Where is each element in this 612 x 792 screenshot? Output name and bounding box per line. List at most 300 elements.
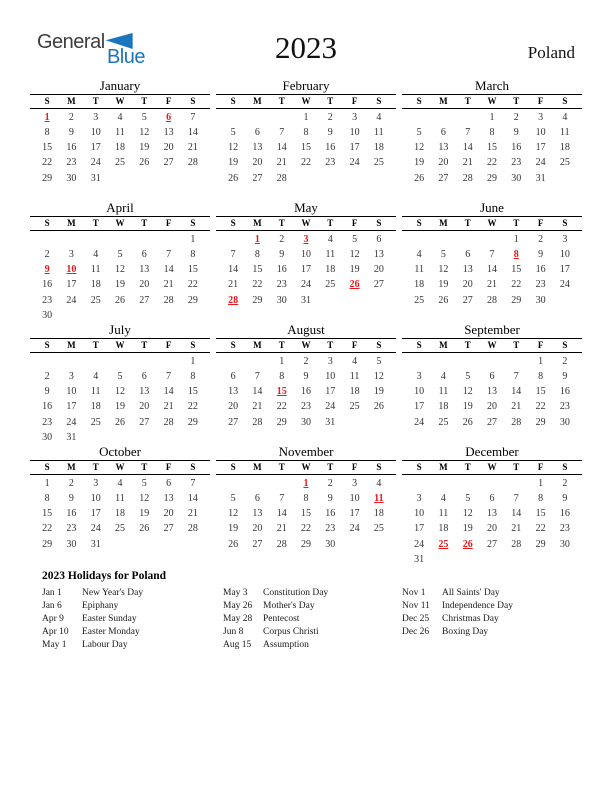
day-cell: 30 (511, 172, 522, 184)
weekday-label: M (253, 218, 262, 229)
day-cell: 27 (373, 279, 384, 291)
weekday-header-row (30, 338, 210, 353)
weekday-label: T (92, 462, 99, 473)
day-cell: 2 (68, 477, 74, 489)
day-cell: 13 (438, 142, 449, 154)
day-cell: 2 (44, 370, 50, 382)
weekday-header-row (30, 94, 210, 109)
weekday-label: T (327, 340, 334, 351)
weekday-label: T (464, 462, 471, 473)
holiday-date: Jan 6 (42, 601, 62, 611)
empty-cell (156, 232, 180, 247)
day-cell: 12 (349, 248, 360, 260)
day-cell: 9 (279, 248, 285, 260)
empty-cell (456, 476, 480, 491)
day-cell: 28 (163, 294, 174, 306)
weekday-label: S (230, 218, 236, 229)
empty-cell (407, 476, 431, 491)
holiday-name: Epiphany (82, 601, 119, 611)
weekday-label: M (439, 462, 448, 473)
day-cell: 5 (141, 477, 147, 489)
day-cell: 23 (535, 279, 546, 291)
day-cell: 2 (327, 111, 333, 123)
weekday-label: M (253, 340, 262, 351)
day-cell: 27 (228, 416, 239, 428)
holiday-name: Constitution Day (263, 588, 329, 598)
day-cell: 6 (141, 370, 147, 382)
month-title: June (480, 200, 504, 215)
day-cell: 17 (66, 401, 77, 413)
weekday-label: T (327, 462, 334, 473)
empty-cell (431, 110, 455, 125)
weekday-label: S (44, 462, 50, 473)
day-cell: 15 (187, 386, 198, 398)
day-cell: 23 (300, 401, 311, 413)
weekday-label: T (278, 462, 285, 473)
day-cell: 31 (414, 553, 425, 565)
day-cell: 24 (90, 157, 101, 169)
day-cell-holiday: 1 (254, 233, 260, 245)
day-cell: 17 (325, 386, 336, 398)
empty-cell (35, 232, 59, 247)
day-cell: 19 (373, 386, 384, 398)
day-cell: 20 (486, 523, 497, 535)
day-cell: 17 (90, 508, 101, 520)
weekday-label: W (115, 340, 125, 351)
weekday-label: T (513, 96, 520, 107)
month-title: December (465, 444, 519, 459)
day-cell: 23 (66, 523, 77, 535)
day-cell: 7 (513, 492, 519, 504)
empty-cell (132, 354, 156, 369)
day-cell: 23 (66, 157, 77, 169)
dates-grid (30, 110, 210, 186)
day-cell: 16 (325, 142, 336, 154)
holiday-entry (42, 587, 223, 600)
day-cell: 21 (486, 279, 497, 291)
holiday-name: Easter Monday (82, 627, 140, 637)
month-september (402, 322, 582, 444)
day-cell: 9 (303, 370, 309, 382)
day-cell: 10 (535, 126, 546, 138)
day-cell: 25 (414, 294, 425, 306)
day-cell: 6 (141, 248, 147, 260)
day-cell: 10 (90, 492, 101, 504)
holiday-entry (402, 587, 513, 600)
holiday-entry (42, 626, 223, 639)
weekday-label: F (165, 96, 172, 107)
day-cell: 2 (327, 477, 333, 489)
weekday-label: S (190, 218, 196, 229)
day-cell: 5 (416, 126, 422, 138)
day-cell: 4 (117, 477, 123, 489)
day-cell: 24 (414, 538, 425, 550)
day-cell: 26 (414, 172, 425, 184)
day-cell: 5 (117, 370, 123, 382)
weekday-label: T (92, 96, 99, 107)
weekday-label: W (115, 96, 125, 107)
day-cell: 9 (562, 370, 568, 382)
month-title: September (464, 322, 520, 337)
day-cell: 10 (300, 248, 311, 260)
day-cell: 4 (416, 248, 422, 260)
day-cell: 19 (228, 523, 239, 535)
day-cell: 20 (252, 157, 263, 169)
day-cell: 3 (562, 233, 568, 245)
day-cell: 6 (465, 248, 471, 260)
month-january (30, 78, 210, 200)
day-cell: 21 (252, 401, 263, 413)
day-cell: 24 (90, 523, 101, 535)
day-cell: 17 (349, 142, 360, 154)
day-cell: 20 (486, 401, 497, 413)
day-cell: 23 (325, 157, 336, 169)
day-cell: 13 (228, 386, 239, 398)
day-cell: 5 (465, 492, 471, 504)
day-cell: 23 (42, 294, 53, 306)
empty-cell (270, 476, 294, 491)
day-cell: 14 (462, 142, 473, 154)
holidays-column (42, 587, 223, 652)
day-cell: 26 (228, 538, 239, 550)
empty-cell (504, 354, 528, 369)
day-cell: 13 (486, 386, 497, 398)
year-title: 2023 (275, 30, 337, 65)
empty-cell (270, 110, 294, 125)
day-cell: 28 (511, 538, 522, 550)
day-cell: 12 (373, 370, 384, 382)
weekday-label: M (439, 340, 448, 351)
day-cell: 20 (163, 142, 174, 154)
holiday-name: Easter Sunday (82, 614, 137, 624)
day-cell: 10 (90, 126, 101, 138)
empty-cell (221, 354, 245, 369)
empty-cell (456, 232, 480, 247)
day-cell: 27 (438, 172, 449, 184)
day-cell: 25 (90, 416, 101, 428)
day-cell: 20 (163, 508, 174, 520)
day-cell: 10 (349, 492, 360, 504)
day-cell: 20 (462, 279, 473, 291)
day-cell: 5 (141, 111, 147, 123)
day-cell: 14 (163, 264, 174, 276)
weekday-label: M (67, 96, 76, 107)
day-cell: 20 (139, 279, 150, 291)
day-cell: 25 (325, 279, 336, 291)
day-cell: 17 (559, 264, 570, 276)
day-cell: 31 (325, 416, 336, 428)
day-cell: 8 (303, 492, 309, 504)
holiday-date: Dec 25 (402, 614, 430, 624)
holiday-entry (223, 639, 402, 652)
day-cell: 4 (327, 233, 333, 245)
weekday-label: W (115, 462, 125, 473)
holidays-column (223, 587, 402, 652)
weekday-label: T (92, 218, 99, 229)
day-cell-holiday: 9 (44, 264, 50, 276)
day-cell: 6 (230, 370, 236, 382)
weekday-label: S (190, 462, 196, 473)
day-cell: 3 (538, 111, 544, 123)
month-october (30, 444, 210, 566)
empty-cell (132, 232, 156, 247)
day-cell: 13 (139, 386, 150, 398)
weekday-label: S (416, 462, 422, 473)
day-cell: 6 (254, 126, 260, 138)
day-cell: 26 (438, 294, 449, 306)
dates-grid (30, 476, 210, 552)
weekday-label: F (537, 462, 544, 473)
day-cell: 19 (139, 142, 150, 154)
weekday-label: T (327, 218, 334, 229)
day-cell: 16 (66, 508, 77, 520)
day-cell: 16 (559, 386, 570, 398)
holiday-entry (402, 613, 513, 626)
weekday-label: W (301, 462, 311, 473)
day-cell: 26 (114, 294, 125, 306)
day-cell: 16 (325, 508, 336, 520)
empty-cell (245, 354, 269, 369)
day-cell: 26 (139, 157, 150, 169)
day-cell: 9 (327, 126, 333, 138)
day-cell: 13 (252, 142, 263, 154)
day-cell: 19 (414, 157, 425, 169)
weekday-label: F (537, 340, 544, 351)
weekday-label: M (439, 96, 448, 107)
day-cell: 25 (114, 523, 125, 535)
weekday-label: W (487, 462, 497, 473)
holidays-list (42, 587, 582, 652)
day-cell: 25 (90, 294, 101, 306)
day-cell: 11 (90, 264, 101, 276)
day-cell: 30 (66, 172, 77, 184)
holiday-entry (42, 613, 223, 626)
day-cell: 8 (538, 370, 544, 382)
holiday-date: Nov 11 (402, 601, 430, 611)
dates-grid (216, 354, 396, 430)
day-cell: 7 (166, 248, 172, 260)
day-cell: 7 (190, 477, 196, 489)
empty-cell (59, 232, 83, 247)
day-cell: 22 (511, 279, 522, 291)
weekday-label: S (230, 462, 236, 473)
day-cell: 29 (486, 172, 497, 184)
day-cell: 13 (252, 508, 263, 520)
holiday-name: Labour Day (82, 640, 128, 650)
month-title: May (294, 200, 318, 215)
month-february (216, 78, 396, 200)
weekday-header-row (216, 94, 396, 109)
weekday-label: S (562, 462, 568, 473)
day-cell: 14 (187, 492, 198, 504)
day-cell: 30 (535, 294, 546, 306)
day-cell: 17 (349, 508, 360, 520)
day-cell: 11 (438, 386, 449, 398)
day-cell: 27 (486, 538, 497, 550)
weekday-label: T (278, 218, 285, 229)
day-cell: 28 (276, 538, 287, 550)
day-cell: 15 (42, 508, 53, 520)
day-cell: 7 (279, 126, 285, 138)
months-grid (30, 78, 582, 566)
holiday-entry (402, 626, 513, 639)
weekday-header-row (30, 216, 210, 231)
day-cell: 3 (416, 370, 422, 382)
empty-cell (456, 110, 480, 125)
day-cell: 24 (66, 416, 77, 428)
day-cell: 1 (513, 233, 519, 245)
day-cell: 22 (535, 523, 546, 535)
weekday-label: S (376, 462, 382, 473)
day-cell: 9 (513, 126, 519, 138)
day-cell: 17 (414, 523, 425, 535)
day-cell: 8 (279, 370, 285, 382)
month-title: January (99, 78, 141, 93)
holiday-entry (42, 639, 223, 652)
day-cell: 18 (438, 401, 449, 413)
day-cell: 15 (42, 142, 53, 154)
weekday-label: T (141, 218, 148, 229)
day-cell: 7 (190, 111, 196, 123)
dates-grid (402, 354, 582, 430)
day-cell: 14 (276, 142, 287, 154)
day-cell: 16 (66, 142, 77, 154)
day-cell: 1 (538, 355, 544, 367)
day-cell: 22 (300, 523, 311, 535)
dates-grid (30, 232, 210, 324)
weekday-label: S (376, 218, 382, 229)
day-cell: 4 (93, 248, 99, 260)
day-cell: 11 (115, 492, 125, 504)
day-cell: 23 (276, 279, 287, 291)
holiday-name: Mother's Day (263, 601, 315, 611)
day-cell: 26 (373, 401, 384, 413)
weekday-label: S (230, 340, 236, 351)
weekday-header-row (402, 216, 582, 231)
day-cell: 16 (42, 401, 53, 413)
day-cell: 18 (114, 142, 125, 154)
day-cell: 12 (414, 142, 425, 154)
holiday-name: Corpus Christi (263, 627, 319, 637)
day-cell: 1 (279, 355, 285, 367)
day-cell: 22 (486, 157, 497, 169)
month-april (30, 200, 210, 322)
day-cell: 31 (66, 431, 77, 443)
day-cell: 28 (511, 416, 522, 428)
day-cell: 28 (187, 157, 198, 169)
day-cell: 19 (114, 279, 125, 291)
holiday-name: All Saints' Day (442, 588, 500, 598)
holiday-entry (42, 600, 223, 613)
weekday-label: S (416, 218, 422, 229)
month-title: July (109, 322, 131, 337)
day-cell: 15 (300, 508, 311, 520)
weekday-label: M (439, 218, 448, 229)
day-cell: 3 (352, 111, 358, 123)
weekday-label: F (537, 96, 544, 107)
month-title: March (475, 78, 509, 93)
day-cell: 28 (187, 523, 198, 535)
day-cell: 4 (440, 370, 446, 382)
day-cell: 23 (559, 523, 570, 535)
weekday-label: T (464, 218, 471, 229)
day-cell: 29 (252, 294, 263, 306)
day-cell: 16 (300, 386, 311, 398)
day-cell: 8 (44, 492, 50, 504)
day-cell: 21 (511, 523, 522, 535)
empty-cell (431, 232, 455, 247)
day-cell: 7 (254, 370, 260, 382)
weekday-label: S (190, 340, 196, 351)
day-cell: 22 (300, 157, 311, 169)
weekday-label: F (165, 218, 172, 229)
day-cell: 5 (376, 355, 382, 367)
day-cell: 10 (66, 386, 77, 398)
day-cell: 17 (300, 264, 311, 276)
day-cell: 25 (438, 416, 449, 428)
day-cell: 26 (114, 416, 125, 428)
empty-cell (84, 354, 108, 369)
weekday-label: S (416, 340, 422, 351)
weekday-label: M (253, 96, 262, 107)
empty-cell (221, 232, 245, 247)
day-cell: 2 (303, 355, 309, 367)
holiday-entry (223, 613, 402, 626)
day-cell: 23 (511, 157, 522, 169)
weekday-label: S (416, 96, 422, 107)
day-cell: 9 (538, 248, 544, 260)
day-cell: 29 (187, 416, 198, 428)
day-cell: 29 (511, 294, 522, 306)
holiday-date: May 28 (223, 614, 253, 624)
day-cell: 9 (68, 126, 74, 138)
day-cell: 22 (535, 401, 546, 413)
holiday-name: Independence Day (442, 601, 513, 611)
day-cell-holiday: 6 (166, 111, 172, 123)
logo-text-general: General (37, 31, 105, 53)
weekday-header-row (216, 338, 396, 353)
empty-cell (407, 354, 431, 369)
day-cell: 24 (535, 157, 546, 169)
day-cell: 2 (538, 233, 544, 245)
day-cell: 22 (252, 279, 263, 291)
weekday-header-row (216, 460, 396, 475)
holiday-name: New Year's Day (82, 588, 144, 598)
day-cell: 12 (139, 492, 150, 504)
weekday-label: T (464, 96, 471, 107)
day-cell: 19 (139, 508, 150, 520)
dates-grid (402, 110, 582, 186)
day-cell: 17 (535, 142, 546, 154)
empty-cell (407, 110, 431, 125)
day-cell: 16 (42, 279, 53, 291)
weekday-label: W (487, 96, 497, 107)
day-cell: 27 (139, 294, 150, 306)
day-cell: 1 (44, 477, 50, 489)
day-cell: 15 (535, 386, 546, 398)
day-cell: 5 (117, 248, 123, 260)
day-cell: 21 (462, 157, 473, 169)
day-cell: 10 (414, 386, 425, 398)
day-cell: 29 (42, 172, 53, 184)
day-cell: 20 (228, 401, 239, 413)
weekday-label: M (253, 462, 262, 473)
month-title: April (106, 200, 134, 215)
day-cell: 12 (139, 126, 150, 138)
month-november (216, 444, 396, 566)
day-cell: 29 (300, 538, 311, 550)
holiday-name: Boxing Day (442, 627, 489, 637)
